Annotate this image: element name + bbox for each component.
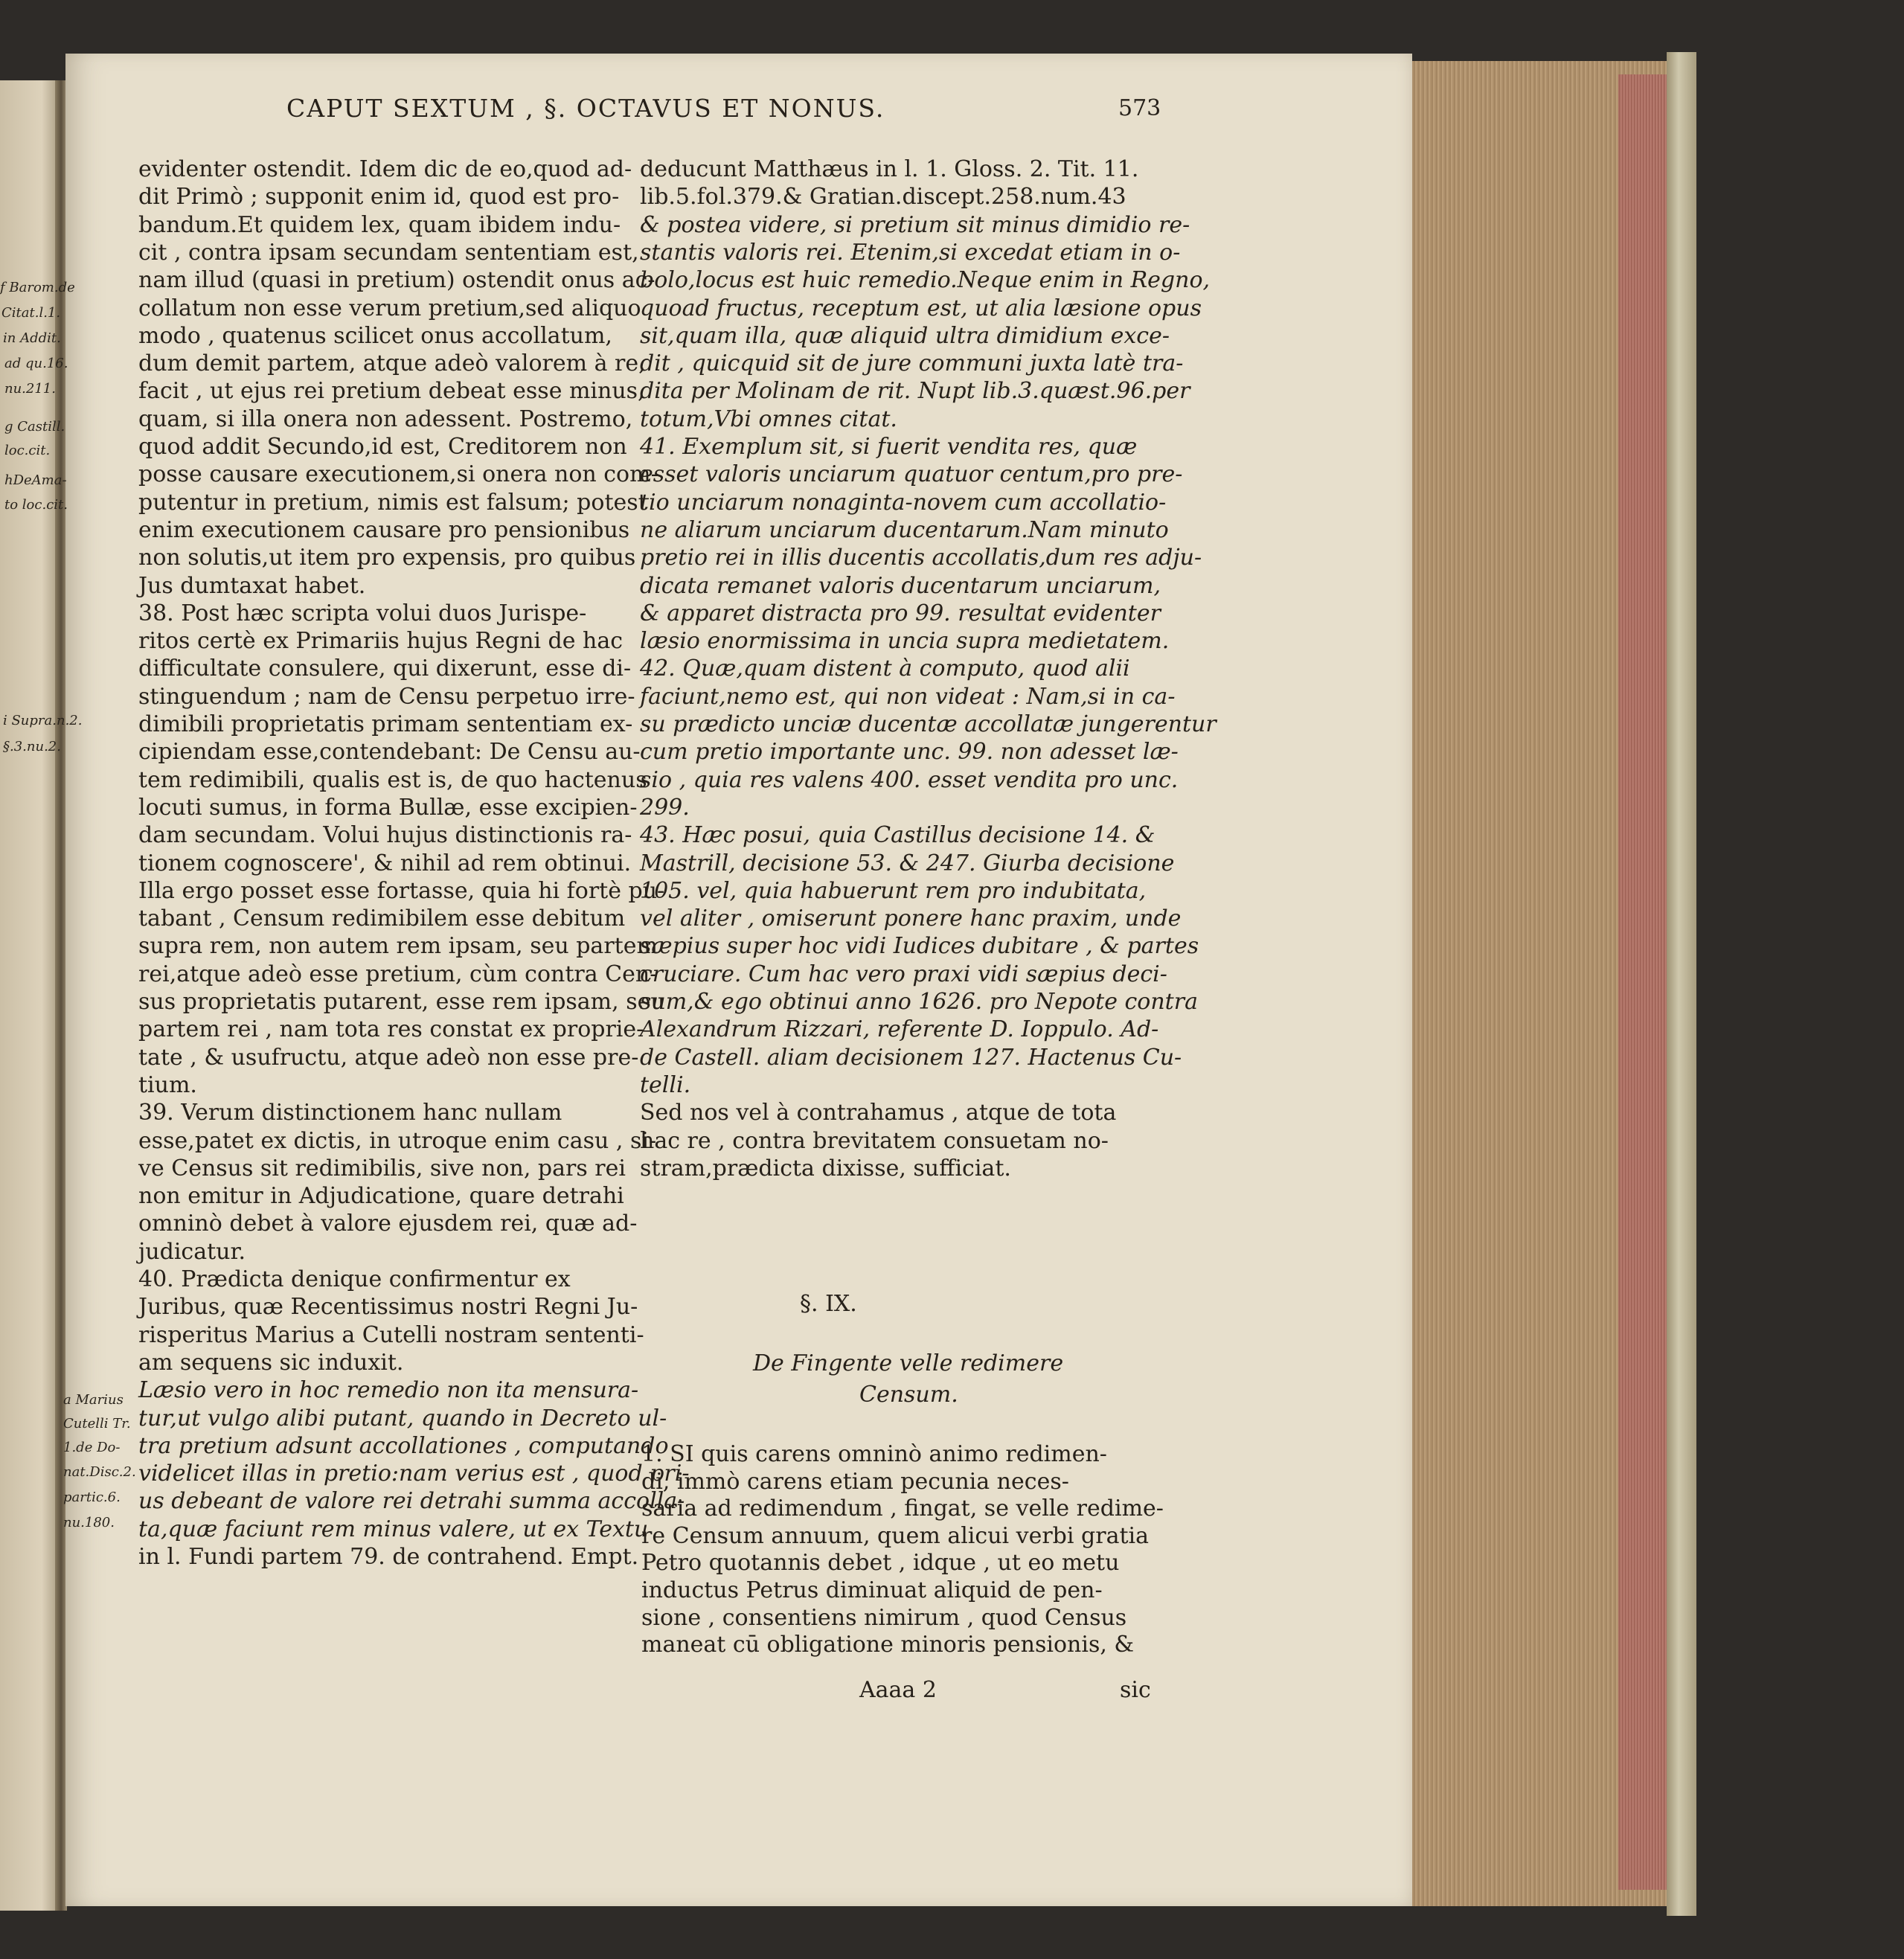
right-column-line: sum,& ego obtinui anno 1626. pro Nepote contra [640,989,1198,1015]
right-column-line: sit,quam illa, quæ aliquid ultra dimidium exce- [640,322,1170,349]
margin-note: i Supra.n.2. [3,713,83,728]
left-column-line: evidenter ostendit. Idem dic de eo,quod ad- [138,156,632,182]
left-column-line: difficultate consulere, qui dixerunt, esse di- [138,655,632,682]
right-column-line: dicata remanet valoris ducentarum unciarum, [640,572,1161,599]
left-column-line: am sequens sic induxit. [138,1349,404,1376]
right-column-line: dita per Molinam de rit. Nupt lib.3.quæst.96.per [640,378,1190,405]
right-column-line: Mastrill, decisione 53. & 247. Giurba decisione [640,850,1175,876]
left-column-line: dit Primò ; supponit enim id, quod est pro- [138,184,620,211]
left-column-line: omninò debet à valore ejusdem rei, quæ ad- [138,1211,638,1237]
right-column-line: 42. Quæ,quam distent à computo, quod alii [640,655,1130,682]
left-column-line: tate , & usufructu, atque adeò non esse pre- [138,1044,639,1071]
left-column-line: Jus dumtaxat habet. [138,572,366,599]
margin-note: to loc.cit. [4,497,68,513]
signature-mark: Aaaa 2 [859,1677,937,1703]
left-column-line: quod addit Secundo,id est, Creditorem non [138,434,627,460]
left-column-line: Læsio vero in hoc remedio non ita mensura- [138,1377,639,1404]
margin-note: a Marius [63,1392,124,1408]
margin-note: §.3.nu.2. [3,739,61,754]
right-column-line: 299. [640,794,690,821]
right-column-line: & apparet distracta pro 99. resultat evidenter [640,600,1161,626]
cover-edge [1667,52,1696,1916]
left-column-line: partem rei , nam tota res constat ex proprie- [138,1016,644,1043]
left-column-line: esse,patet ex dictis, in utroque enim casu , si- [138,1127,657,1154]
left-column-line: judicatur. [138,1238,246,1265]
left-column-line: bandum.Et quidem lex, quam ibidem indu- [138,211,621,238]
catchword: sic [1120,1677,1151,1703]
right-column-line: quoad fructus, receptum est, ut alia læsione opus [640,295,1202,321]
margin-note: 1.de Do- [63,1440,121,1455]
right-column-line: sio , quia res valens 400. esset vendita pro unc. [640,766,1179,793]
right-column-line: Sed nos vel à contrahamus , atque de tota [640,1100,1117,1126]
left-column-line: 40. Prædicta denique confirmentur ex [138,1266,571,1292]
section-body-line: maneat cū obligatione minoris pensionis, & [641,1632,1135,1658]
left-column-line: Juribus, quæ Recentissimus nostri Regni Ju- [138,1294,638,1321]
left-column-line: locuti sumus, in forma Bullæ, esse excipien- [138,794,638,821]
right-column-line: & postea videre, si pretium sit minus dimidio re- [640,211,1190,238]
left-column-line: tem redimibili, qualis est is, de quo hactenus [138,766,647,793]
section-body-line: re Censum annuum, quem alicui verbi gratia [641,1522,1149,1549]
right-column-line: læsio enormissima in uncia supra medietatem. [640,628,1170,655]
section-title-line-2: Censum. [859,1382,958,1408]
margin-note: Citat.l.1. [1,305,61,321]
margin-note: nu.211. [4,381,56,397]
left-column-line: 39. Verum distinctionem hanc nullam [138,1100,562,1126]
red-page-edge [1618,74,1670,1890]
right-column-line: ne aliarum unciarum ducentarum.Nam minuto [640,516,1169,543]
section-body-line: di, immò carens etiam pecunia neces- [641,1468,1069,1495]
right-column-line: lib.5.fol.379.& Gratian.discept.258.num.43 [640,184,1126,211]
left-column-line: in l. Fundi partem 79. de contrahend. Empt. [138,1544,639,1570]
left-column-line: sus proprietatis putarent, esse rem ipsam, seu [138,989,665,1015]
left-column-line: ta,quæ faciunt rem minus valere, ut ex Textu [138,1516,649,1542]
left-column-line: tur,ut vulgo alibi putant, quando in Decreto ul- [138,1405,667,1431]
left-column-line: videlicet illas in pretio:nam verius est , quod pri- [138,1461,690,1487]
left-column-line: tionem cognoscere', & nihil ad rem obtinui. [138,850,632,876]
left-column-line: supra rem, non autem rem ipsam, seu partem [138,933,658,960]
right-column-line: cruciare. Cum hac vero praxi vidi sæpius deci- [640,961,1167,987]
section-title-line-1: De Fingente velle redimere [753,1350,1064,1376]
section-body-line: saria ad redimendum , fingat, se velle redime- [641,1495,1164,1522]
left-column-line: tabant , Censum redimibilem esse debitum [138,905,626,932]
page-number: 573 [1118,95,1161,121]
left-column-line: non solutis,ut item pro expensis, pro quibus [138,545,636,571]
right-column-line: cum pretio importante unc. 99. non adesset læ- [640,739,1179,766]
right-column-line: vel aliter , omiserunt ponere hanc praxim, unde [640,905,1182,932]
right-column-line: hac re , contra brevitatem consuetam no- [640,1127,1109,1154]
section-body-line: inductus Petrus diminuat aliquid de pen- [641,1577,1103,1603]
right-column-line: 43. Hæc posui, quia Castillus decisione 14. & [640,822,1155,849]
left-column-line: facit , ut ejus rei pretium debeat esse minus, [138,378,645,405]
left-column-line: posse causare executionem,si onera non com- [138,461,658,488]
right-column-line: sæpius super hoc vidi Iudices dubitare , & partes [640,933,1199,960]
section-body-line: 1. SI quis carens omninò animo redimen- [641,1441,1107,1467]
left-column-line: Illa ergo posset esse fortasse, quia hi fortè pu- [138,877,665,904]
margin-note: g Castill. [4,419,65,435]
right-column-line: faciunt,nemo est, qui non videat : Nam,si in ca- [640,683,1176,710]
right-column-line: deducunt Matthæus in l. 1. Gloss. 2. Tit. 11. [640,156,1139,182]
margin-note: nat.Disc.2. [63,1464,136,1480]
left-column-line: rei,atque adeò esse pretium, cùm contra Cen- [138,961,658,987]
left-column-line: collatum non esse verum pretium,sed aliquo [138,295,641,321]
left-column-line: ve Census sit redimibilis, sive non, pars rei [138,1155,626,1182]
right-column-line: pretio rei in illis ducentis accollatis,dum res adju- [640,545,1202,571]
right-column-line: 41. Exemplum sit, si fuerit vendita res, quæ [640,434,1138,460]
left-column-line: nam illud (quasi in pretium) ostendit onus ac- [138,267,655,294]
left-column-line: tra pretium adsunt accollationes , computando [138,1432,669,1459]
left-column-line: 38. Post hæc scripta volui duos Jurispe- [138,600,587,626]
margin-note: loc.cit. [4,443,51,458]
section-body-line: sione , consentiens nimirum , quod Census [641,1604,1127,1631]
section-mark: §. IX. [800,1291,857,1317]
margin-note: partic.6. [63,1490,121,1505]
right-column-line: esset valoris unciarum quatuor centum,pro pre- [640,461,1183,488]
right-column-line: stram,prædicta dixisse, sufficiat. [640,1155,1011,1182]
left-column-line: cipiendam esse,contendebant: De Censu au- [138,739,641,766]
left-column-line: dum demit partem, atque adeò valorem à re, [138,350,646,377]
right-column-line: tio unciarum nonaginta-novem cum accollatio- [640,489,1167,516]
right-column-line: de Castell. aliam decisionem 127. Hactenus Cu- [640,1044,1182,1071]
left-column-line: ritos certè ex Primariis hujus Regni de hac [138,628,624,655]
right-column-line: dit , quicquid sit de jure communi juxta latè tra- [640,350,1184,377]
left-column-line: modo , quatenus scilicet onus accollatum, [138,322,612,349]
margin-note: f Barom.de [0,280,75,295]
right-column-line: 105. vel, quia habuerunt rem pro indubitata, [640,877,1147,904]
left-column-line: dam secundam. Volui hujus distinctionis ra- [138,822,632,849]
section-body-line: Petro quotannis debet , idque , ut eo metu [641,1550,1120,1577]
margin-note: in Addit. [3,330,61,346]
right-column-line: stantis valoris rei. Etenim,si excedat etiam in o- [640,239,1181,266]
running-header: CAPUT SEXTUM , §. OCTAVUS ET NONUS. [286,94,885,123]
left-column-line: stinguendum ; nam de Censu perpetuo irre- [138,683,635,710]
right-column-line: su prædicto unciæ ducentæ accollatæ jungerentur [640,711,1217,737]
left-page-fragment [0,80,60,1911]
left-column-line: cit , contra ipsam secundam sententiam est, [138,239,639,266]
right-column-line: totum,Vbi omnes citat. [640,405,897,432]
right-column-line: Alexandrum Rizzari, referente D. Ioppulo. Ad- [640,1016,1159,1043]
margin-note: hDeAma- [4,472,67,488]
right-column-line: telli. [640,1071,691,1098]
right-column-line: bolo,locus est huic remedio.Neque enim in Regno, [640,267,1211,294]
left-column-line: putentur in pretium, nimis est falsum; potest [138,489,647,516]
left-column-line: tium. [138,1071,197,1098]
margin-note: nu.180. [63,1515,115,1530]
margin-note: Cutelli Tr. [63,1416,131,1431]
left-column-line: risperitus Marius a Cutelli nostram sententi- [138,1321,644,1348]
left-column-line: quam, si illa onera non adessent. Postremo, [138,405,633,432]
margin-note: ad qu.16. [4,356,68,371]
left-column-line: non emitur in Adjudicatione, quare detrahi [138,1183,624,1210]
left-column-line: us debeant de valore rei detrahi summa accolla- [138,1488,685,1515]
left-column-line: dimibili proprietatis primam sententiam ex- [138,711,633,737]
left-column-line: enim executionem causare pro pensionibus [138,516,630,543]
